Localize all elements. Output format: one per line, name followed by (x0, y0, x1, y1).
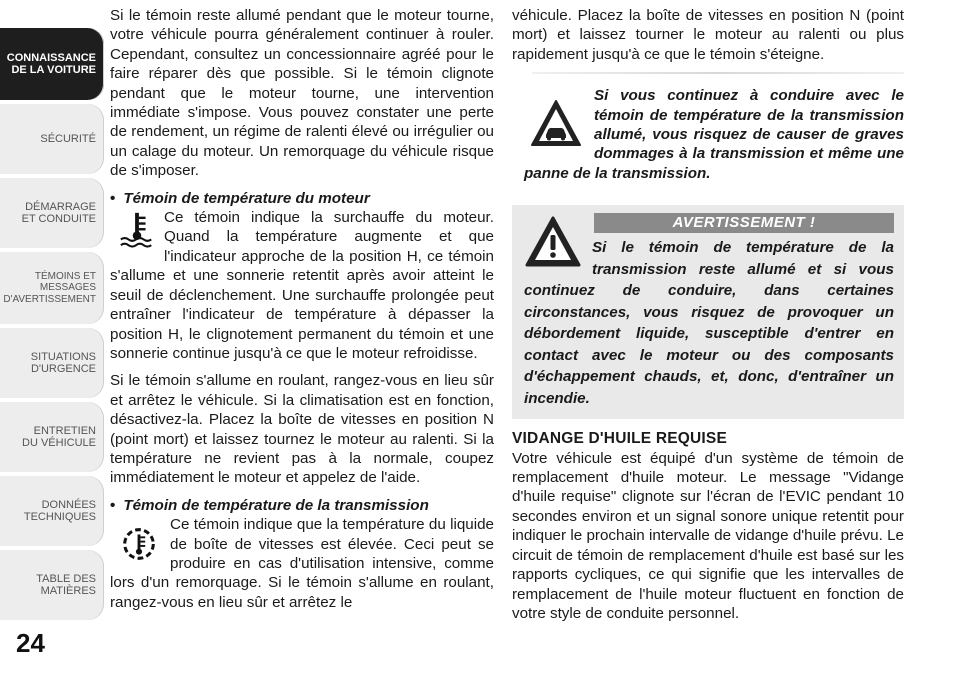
paragraph-continuation: véhicule. Placez la boîte de vitesses en position N (point mort) et laissez tourner le moteur au ralenti ou plus rapidement jusqu'à ce que le témoin s'éteigne. (512, 7, 904, 63)
caution-car-triangle-icon (530, 98, 582, 148)
paragraph-oil-change: Votre véhicule est équipé d'un système de témoin de remplacement d'huile moteur. Le message "Vidange d'huile requise" clignote sur l'écran de l'EVIC pendant 10 secondes environ et un signal sonore unique retentit pour indiquer le prochain intervalle de vidange d'huile prévu. Le circuit de témoin de remplacement d'huile est basé sur les rapports cycliques, ce qui signifie que les intervalles de remplacement de l'huile moteur fluctuent en fonction de votre style de conduite personnel. (512, 449, 904, 622)
bullet-engine-temp-title: • Témoin de température du moteur (110, 189, 370, 207)
transmission-temp-block (110, 515, 494, 620)
caution-text: Si vous continuez à conduire avec le témoin de température de la transmission allumé, vous risquez de causer de graves dommages à la transmission et même une panne de la transmission. (524, 87, 904, 182)
paragraph-check-engine: Si le témoin reste allumé pendant que le moteur tourne, votre véhicule pourra généralement continuer à rouler. Cependant, consultez un concessionnaire agréé pour le faire réparer dès que possible. Si le témoin clignote pendant que le moteur tourne, une intervention immédiate s'impose. Vous pouvez constater une perte de rendement, un régime de ralenti élevé ou irrégulier ou un calage du moteur. Un remorquage du véhicule risque de s'imposer. (110, 7, 494, 180)
tab-situations-urgence[interactable]: SITUATIONS D'URGENCE (0, 328, 104, 398)
bullet-engine-temp-title-text: Témoin de température du moteur (123, 189, 370, 207)
warning-text: Si le témoin de température de la transmission reste allumé et si vous continuez de conduire, dans certaines circonstances, vous risquez de provoquer un débordement liquide, susceptible d'entrer en contact avec le moteur ou des composants d'échappement chauds, et, donc, d'entraîner un incendie. (524, 239, 894, 407)
tab-temoins-messages[interactable]: TÉMOINS ET MESSAGES D'AVERTISSEMENT (0, 252, 104, 324)
transmission-temperature-icon (118, 523, 160, 565)
page-number: 24 (16, 628, 45, 658)
bullet-transmission-temp-title-text: Témoin de température de la transmission (123, 496, 429, 514)
paragraph-pull-over: Si le témoin s'allume en roulant, rangez-vous en lieu sûr et arrêtez le véhicule. Si la climatisation est en fonction, désactivez-la. Placez la boîte de vitesses en position N (point mort) et laissez tournez le moteur au ralenti. Si la température ne revient pas à la normale, coupez immédiatement le moteur et appelez de l'aide. (110, 372, 494, 487)
tab-entretien-vehicule[interactable]: ENTRETIEN DU VÉHICULE (0, 402, 104, 472)
caution-block (512, 86, 904, 187)
chapter-sidebar (0, 0, 104, 678)
tab-table-matieres[interactable]: TABLE DES MATIÈRES (0, 550, 104, 620)
tab-securite[interactable]: SÉCURITÉ (0, 104, 104, 174)
tab-connaissance-voiture[interactable]: CONNAISSANCE DE LA VOITURE (0, 28, 104, 100)
caution-top-divider (532, 72, 904, 74)
paragraph-transmission-temp: Ce témoin indique que la température du liquide de boîte de vitesses est élevée. Ceci peut se produire en cas d'utilisation intensive, comme lors d'un remorquage. Si le témoin s'allume en roulant, rangez-vous en lieu sûr et arrêtez le (110, 516, 494, 611)
tab-donnees-techniques[interactable]: DONNÉES TECHNIQUES (0, 476, 104, 546)
engine-temp-block (110, 208, 494, 371)
right-column (512, 6, 904, 631)
paragraph-engine-temp: Ce témoin indique la surchauffe du moteur. Quand la température augmente et que l'indicateur approche de la position H, ce témoin s'allume et une sonnerie retentit après avoir atteint le seuil de déclenchement. Une surchauffe prolongée peut entraîner l'indicateur de température à dépasser la position H, le clignotement permanent du témoin et une sonnerie continue jusqu'à ce que le moteur refroidisse. (110, 209, 494, 362)
coolant-temperature-icon (118, 210, 156, 248)
left-column (110, 6, 494, 620)
warning-box (512, 205, 904, 419)
warning-title: AVERTISSEMENT ! (594, 213, 894, 233)
section-heading-oil-change: VIDANGE D'HUILE REQUISE (512, 430, 727, 448)
warning-exclamation-icon (524, 215, 582, 269)
tab-demarrage-conduite[interactable]: DÉMARRAGE ET CONDUITE (0, 178, 104, 248)
bullet-transmission-temp-title: • Témoin de température de la transmission (110, 496, 429, 514)
